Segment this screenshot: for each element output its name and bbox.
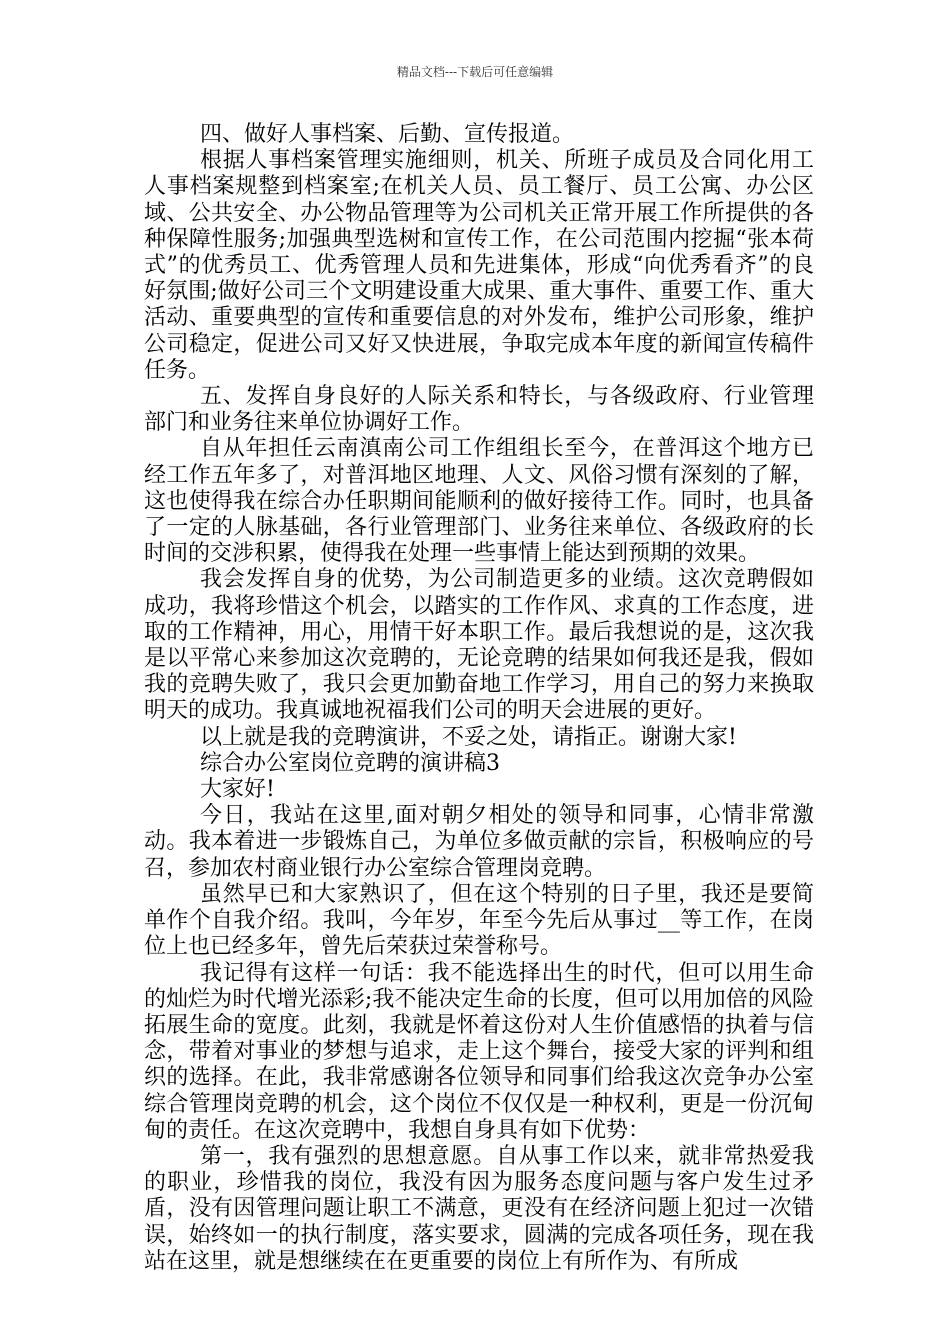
body-paragraph: 我会发挥自身的优势，为公司制造更多的业绩。这次竞聘假如成功，我将珍惜这个机会，以踏实的工作作风、求真的工作态度，进取的工作精神，用心，用情干好本职工作。最后我想说的是，这次我是以平常心来参加这次竞聘的，无论竞聘的结果如何我还是我，假如我的竞聘失败了，我只会更加勤奋地工作学习，用自己的努力来换取明天的成功。我真诚地祝福我们公司的明天会进展的更好。	[144, 567, 814, 724]
greeting: 大家好!	[200, 777, 275, 803]
body-paragraph: 我记得有这样一句话：我不能选择出生的时代，但可以用生命的灿烂为时代增光添彩;我不能决定生命的长度，但可以用加倍的风险拓展生命的宽度。此刻，我就是怀着这份对人生价值感悟的执着与信念，带着对事业的梦想与追求，走上这个舞台，接受大家的评判和组织的选择。在此，我非常感谢各位领导和同事们给我这次竞争办公室综合管理岗竞聘的机会，这个岗位不仅仅是一种权利，更是一份沉甸甸的责任。在这次竞聘中，我想自身具有如下优势：	[144, 960, 814, 1143]
speech-title: 综合办公室岗位竞聘的演讲稿3	[200, 750, 500, 776]
body-paragraph: 第一，我有强烈的思想意愿。自从事工作以来，就非常热爱我的职业，珍惜我的岗位，我没有因为服务态度问题与客户发生过矛盾，没有因管理问题让职工不满意，更没有在经济问题上犯过一次错误，始终如一的执行制度，落实要求，圆满的完成各项任务，现在我站在这里，就是想继续在在更重要的岗位上有所作为、有所成	[144, 1143, 814, 1274]
page-header: 精品文档---下载后可任意编辑	[396, 65, 554, 79]
body-paragraph: 根据人事档案管理实施细则，机关、所班子成员及合同化用工人事档案规整到档案室;在机关人员、员工餐厅、员工公寓、办公区域、公共安全、办公物品管理等为公司机关正常开展工作所提供的各种保障性服务;加强典型选树和宣传工作，在公司范围内挖掘“张本荷式”的优秀员工、优秀管理人员和先进集体，形成“向优秀看齐”的良好氛围;做好公司三个文明建设重大成果、重大事件、重要工作、重大活动、重要典型的宣传和重要信息的对外发布，维护公司形象，维护公司稳定，促进公司又好又快进展，争取完成本年度的新闻宣传稿件任务。	[144, 148, 814, 383]
section-heading-5: 五、发挥自身良好的人际关系和特长，与各级政府、行业管理部门和业务往来单位协调好工作。	[144, 384, 814, 436]
closing-line: 以上就是我的竞聘演讲，不妥之处，请指正。谢谢大家!	[200, 724, 737, 750]
body-paragraph: 虽然早已和大家熟识了，但在这个特别的日子里，我还是要简单作个自我介绍。我叫，今年岁，年至今先后从事过__等工作，在岗位上也已经多年，曾先后荣获过荣誉称号。	[144, 881, 814, 960]
body-paragraph: 今日，我站在这里,面对朝夕相处的领导和同事，心情非常激动。我本着进一步锻炼自己，为单位多做贡献的宗旨，积极响应的号召，参加农村商业银行办公室综合管理岗竞聘。	[144, 803, 814, 881]
section-heading-4: 四、做好人事档案、后勤、宣传报道。	[200, 122, 575, 147]
document-body	[144, 122, 814, 1275]
body-paragraph: 自从年担任云南滇南公司工作组组长至今，在普洱这个地方已经工作五年多了，对普洱地区地理、人文、风俗习惯有深刻的了解，这也使得我在综合办任职期间能顺利的做好接待工作。同时，也具备了一定的人脉基础，各行业管理部门、业务往来单位、各级政府的长时间的交涉积累，使得我在处理一些事情上能达到预期的效果。	[144, 436, 814, 567]
